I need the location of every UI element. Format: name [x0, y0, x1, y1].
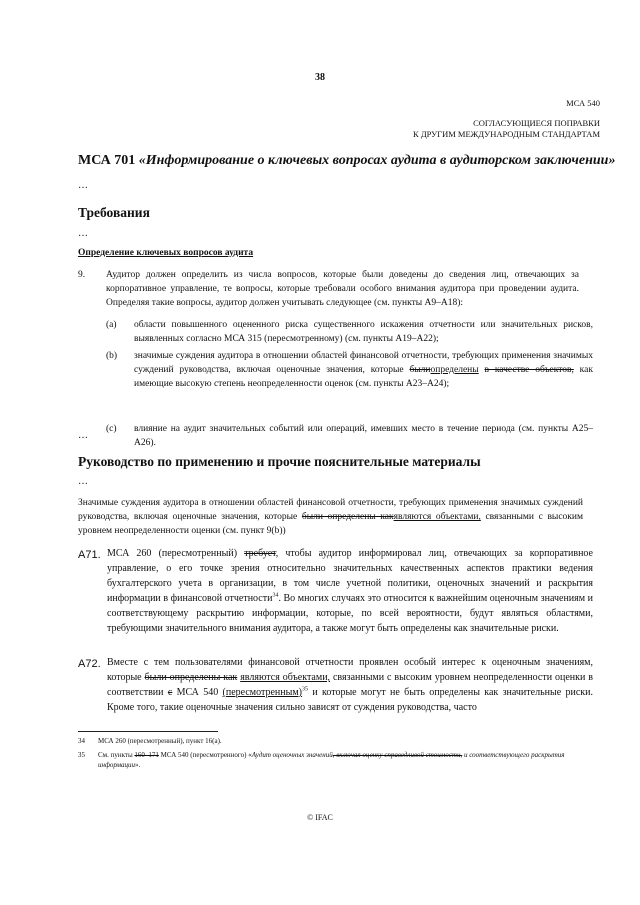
text-run: и которые могут не быть определены как значительные риски. Кроме того, такие оценочные значения сильно зависят от суждения руководства, часто [107, 687, 593, 713]
footnote-ref: 35 [302, 686, 308, 693]
para-9-text: Аудитор должен определить из числа вопросов, которые были доведены до сведения лиц, отвечающих за корпоративное управление, те вопросы, которые требовали особого внимания аудитора при проведении аудита. Определяя такие вопросы, аудитор должен учитывать следующее (см. пункты А9–А18): [106, 270, 579, 308]
inserted-text: определены [430, 365, 479, 375]
text-run: . Во многих случаях это относится к важнейшим оценочным значениям и соответствующему раскрытию информации, которые, по всей вероятности, будут являться областями, требующими значительного внимания аудитора, а также могут быть определены как значительные риски. [107, 593, 593, 634]
para-number: А71. [78, 549, 101, 561]
header-line1: СОГЛАСУЮЩИЕСЯ ПОПРАВКИ [473, 118, 600, 128]
ellipsis: … [78, 476, 88, 487]
footer-copyright: © IFAC [307, 813, 333, 822]
inserted-text: (пересмотренным) [222, 687, 302, 698]
ellipsis: … [78, 180, 88, 191]
guidance-intro [78, 496, 583, 538]
ellipsis: … [78, 430, 88, 441]
text-run: связанными с высоким уровнем неопределенности оценки в соответствии [107, 672, 593, 698]
item-c-text: влияние на аудит значительных событий или операций, имевших место в течение периода (см. пункты А25–А26). [134, 424, 593, 448]
text-run: значимые суждения аудитора в отношении областей финансовой отчетности, требующих применения значимых суждений руководства, включая оценочные значения, которые [134, 351, 593, 375]
deleted-text: были определены как [301, 512, 394, 522]
text-run: как имеющие высокую степень неопределенности оценок (см. пункты А23–А24); [134, 365, 593, 389]
deleted-text: 160–171 [134, 751, 159, 759]
item-label: (b) [106, 351, 118, 361]
text-run: связанными с высоким уровнем неопределенности оценки (см. пункт 9(b)) [78, 512, 583, 536]
text-run: Вместе с тем пользователями финансовой отчетности проявлен особый интерес к оценочным значениям, которые [107, 657, 593, 683]
text-run: МСА 260 (пересмотренный) [107, 548, 245, 559]
text-run: МСА 540 (пересмотренного) « [158, 751, 252, 759]
footnote-ref: 34 [272, 592, 279, 599]
title-code: МСА 701 [78, 153, 136, 168]
ellipsis: … [78, 228, 88, 239]
deleted-text: в качестве объектов, [484, 365, 574, 375]
page-number: 38 [315, 72, 325, 83]
deleted-text: , включая оценку справедливой стоимости, [332, 751, 463, 759]
deleted-text: требует [244, 548, 276, 559]
footnote-number: 34 [78, 737, 85, 745]
item-label: (a) [106, 320, 117, 330]
deleted-text: были определены как [144, 672, 238, 683]
para-a71-text [107, 546, 593, 636]
section-heading-guidance: Руководство по применению и прочие пояснительные материалы [78, 454, 481, 469]
header-line2: К ДРУГИМ МЕЖДУНАРОДНЫМ СТАНДАРТАМ [413, 129, 600, 139]
footnote-35-text [98, 750, 593, 770]
inserted-text: являются объектами, [240, 672, 331, 683]
header-code: МСА 540 [566, 98, 600, 108]
section-heading-requirements: Требования [78, 205, 150, 220]
footnote-divider [78, 731, 218, 732]
item-b-text [134, 349, 593, 391]
item-label: (c) [106, 424, 117, 434]
text-run: См. пункты [98, 751, 135, 759]
para-a72-text [107, 655, 593, 715]
para-number: А72. [78, 658, 101, 670]
page-title [78, 153, 615, 169]
subsection-heading: Определение ключевых вопросов аудита [78, 248, 254, 258]
italic-text: и соответствующего раскрытия информации [98, 751, 565, 769]
deleted-text: были [409, 365, 431, 375]
item-a-text: области повышенного оцененного риска существенного искажения отчетности или значительных рисков, выявленных согласно МСА 315 (пересмотренному) (см. пункты А19–А22); [134, 320, 593, 344]
italic-text: Аудит оценочных значений [251, 751, 333, 759]
text-run: ». [134, 761, 141, 769]
text-run: Значимые суждения аудитора в отношении областей финансовой отчетности, требующих применения значимых суждений руководства, включая оценочные значения, которые [78, 498, 583, 522]
title-text: «Информирование о ключевых вопросах аудита в аудиторском заключении» [138, 153, 616, 168]
text-run: МСА 540 [172, 687, 223, 698]
para-number: 9. [78, 270, 86, 280]
inserted-text: являются объектами, [393, 512, 481, 522]
deleted-text: с [167, 687, 173, 698]
text-run: , чтобы аудитор информировал лиц, отвечающих за корпоративное управление, о его точке зрения относительно значительных качественных аспектов практики ведения бухгалтерского учета в организации, в том числе учетной политики, оценочных значений и раскрытия информации в финансовой отчетности [107, 548, 593, 604]
footnote-34-text: МСА 260 (пересмотренный), пункт 16(a). [98, 737, 222, 745]
footnote-number: 35 [78, 751, 85, 759]
